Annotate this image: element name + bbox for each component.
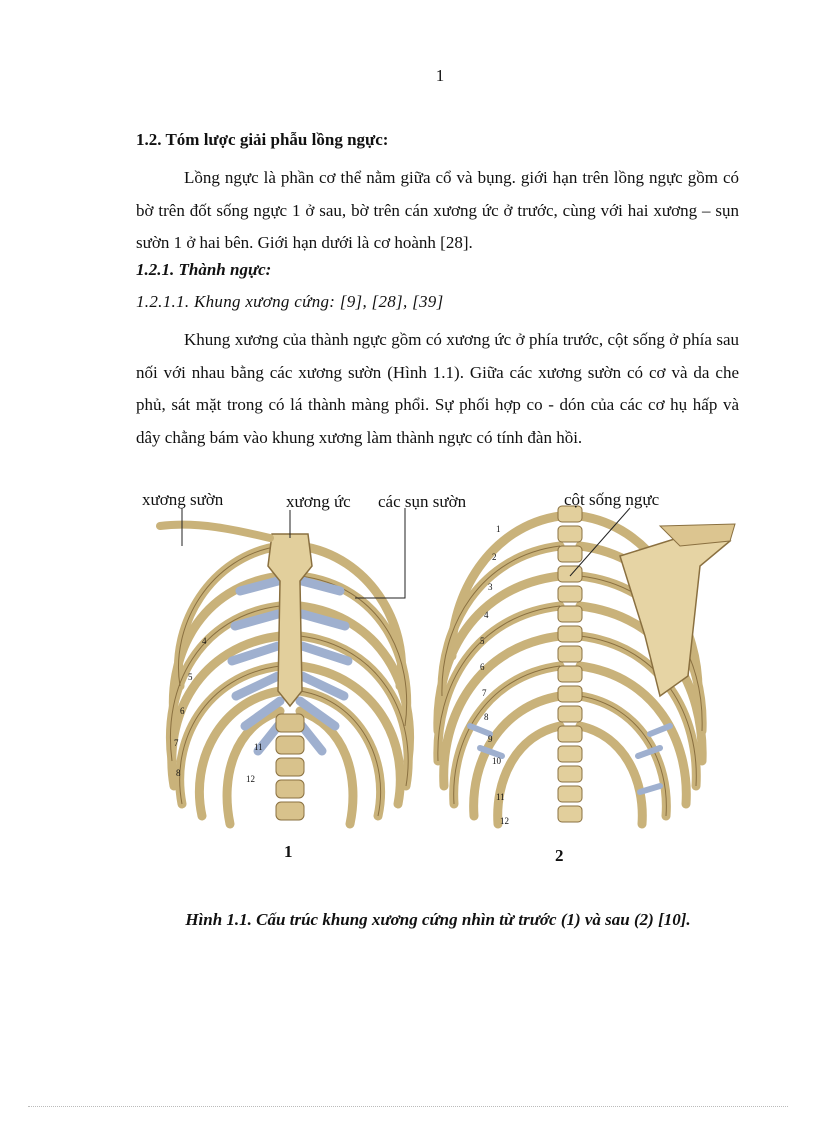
label-ribs: xương sườn <box>142 490 224 509</box>
rib-number: 5 <box>480 636 485 646</box>
intro-paragraph: Lồng ngực là phần cơ thể nằm giữa cổ và bụng. giới hạn trên lồng ngực gồm có bờ trên đốt sống ngực 1 ở sau, bờ trên cán xương ức ở trước, cùng với hai xương – sụn sườn 1 ở hai bên. Giới hạn dưới là cơ hoành [28]. <box>136 168 739 252</box>
front-view-number: 1 <box>284 842 293 861</box>
rib-number: 2 <box>492 552 497 562</box>
rib-cage-illustration <box>140 486 740 871</box>
label-sternum: xương ức <box>286 492 351 511</box>
subsection-heading: 1.2.1. Thành ngực: <box>136 260 272 279</box>
section-heading: 1.2. Tóm lược giải phẫu lồng ngực: <box>136 130 389 149</box>
rib-number: 7 <box>482 688 487 698</box>
intro-block <box>136 162 739 260</box>
rib-number: 3 <box>488 582 493 592</box>
rib-number: 10 <box>492 756 501 766</box>
rib-number: 1 <box>496 524 501 534</box>
rib-number: 5 <box>188 672 193 682</box>
rib-number: 12 <box>500 816 509 826</box>
rib-number: 11 <box>254 742 263 752</box>
figure-caption: Hình 1.1. Cấu trúc khung xương cứng nhìn từ trước (1) và sau (2) [10]. <box>185 910 691 929</box>
rib-number: 12 <box>246 774 255 784</box>
label-cartilages: các sụn sườn <box>378 492 467 511</box>
subsubsection-heading: 1.2.1.1. Khung xương cứng: [9], [28], [39] <box>136 292 444 311</box>
rib-number: 9 <box>488 734 493 744</box>
body-block <box>136 324 739 454</box>
body-paragraph: Khung xương của thành ngực gồm có xương ức ở phía trước, cột sống ở phía sau nối với nhau bằng các xương sườn (Hình 1.1). Giữa các xương sườn có cơ và da che phủ, sát mặt trong có lá thành màng phổi. Sự phối hợp co - dón của các cơ hụ hấp và dây chằng bám vào khung xương làm thành ngực có tính đàn hồi. <box>136 330 739 447</box>
rib-number: 4 <box>202 636 207 646</box>
rib-cage-figure <box>140 486 740 871</box>
back-view-number: 2 <box>555 846 564 865</box>
rib-number: 11 <box>496 792 505 802</box>
rib-number: 6 <box>180 706 185 716</box>
front-view-drawing <box>160 525 410 824</box>
label-spine: cột sống ngực <box>564 490 660 509</box>
footer-divider <box>28 1106 788 1107</box>
rib-number: 8 <box>176 768 181 778</box>
rib-number: 4 <box>484 610 489 620</box>
rib-number: 6 <box>480 662 485 672</box>
rib-number: 7 <box>174 738 179 748</box>
rib-number: 8 <box>484 712 489 722</box>
page-number: 1 <box>435 66 445 85</box>
